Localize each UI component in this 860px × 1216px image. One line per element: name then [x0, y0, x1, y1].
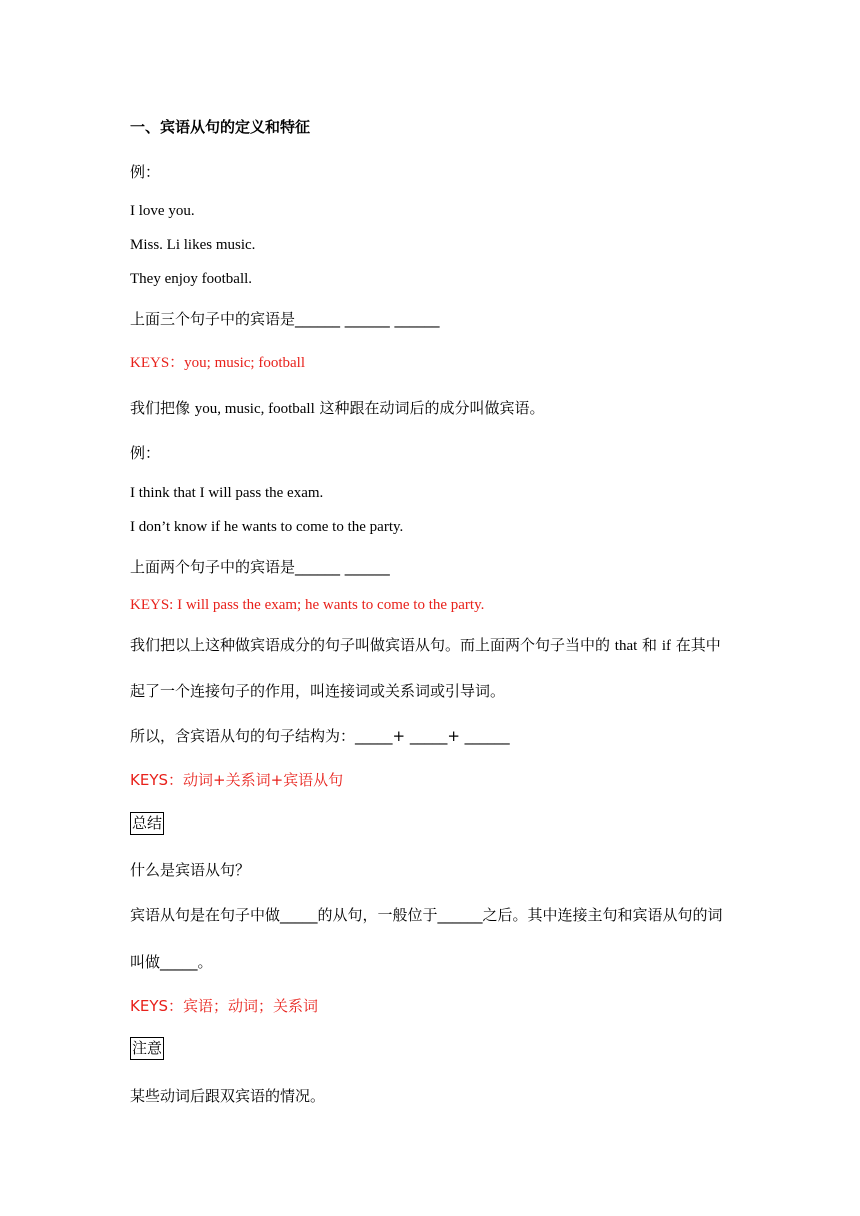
answer-keys: KEYS：you; music; football — [130, 355, 305, 371]
explanation-text — [130, 401, 545, 417]
explanation-text — [130, 638, 721, 654]
explanation-part: 在其中 — [671, 636, 721, 654]
example-sentence: They enjoy football. — [130, 271, 253, 287]
explanation-prefix: 我们把像 — [130, 399, 195, 417]
explanation-english: you, music, football — [194, 401, 315, 417]
answer-keys: KEYS: I will pass the exam; he wants to come to the party. — [130, 597, 485, 613]
explanation-suffix: 这种跟在动词后的成分叫做宾语。 — [314, 399, 545, 417]
explanation-word: that — [614, 638, 638, 654]
summary-box — [130, 812, 164, 835]
example-sentence: Miss. Li likes music. — [130, 237, 256, 253]
explanation-part: 我们把以上这种做宾语成分的句子叫做宾语从句。而上面两个句子当中的 — [130, 636, 615, 654]
example-sentence: I love you. — [130, 203, 195, 219]
answer-keys: KEYS：宾语；动词；关系词 — [130, 997, 318, 1015]
answer-keys: KEYS：动词+关系词+宾语从句 — [130, 771, 344, 789]
example-sentence: I think that I will pass the exam. — [130, 485, 324, 501]
question-text: 上面三个句子中的宾语是______ ______ ______ — [130, 310, 440, 328]
section-heading: 一、宾语从句的定义和特征 — [130, 118, 311, 136]
question-text: 上面两个句子中的宾语是______ ______ — [130, 558, 390, 576]
summary-label: 总结 — [130, 812, 164, 835]
example-label: 例： — [130, 163, 161, 181]
summary-text: 宾语从句是在句子中做_____的从句，一般位于______之后。其中连接主句和宾语从句的词 — [130, 906, 723, 924]
explanation-part: 和 — [637, 636, 662, 654]
explanation-word: if — [661, 638, 671, 654]
example-sentence: I don’t know if he wants to come to the party. — [130, 519, 404, 535]
note-text: 某些动词后跟双宾语的情况。 — [130, 1087, 326, 1105]
explanation-text-line2: 起了一个连接句子的作用，叫连接词或关系词或引导词。 — [130, 682, 506, 700]
structure-question: 所以，含宾语从句的句子结构为：_____+ _____+ ______ — [130, 727, 510, 745]
summary-question: 什么是宾语从句？ — [130, 861, 251, 879]
note-label: 注意 — [130, 1037, 164, 1060]
note-box — [130, 1037, 164, 1060]
example-label: 例： — [130, 444, 161, 462]
summary-text-line2: 叫做_____。 — [130, 953, 213, 971]
